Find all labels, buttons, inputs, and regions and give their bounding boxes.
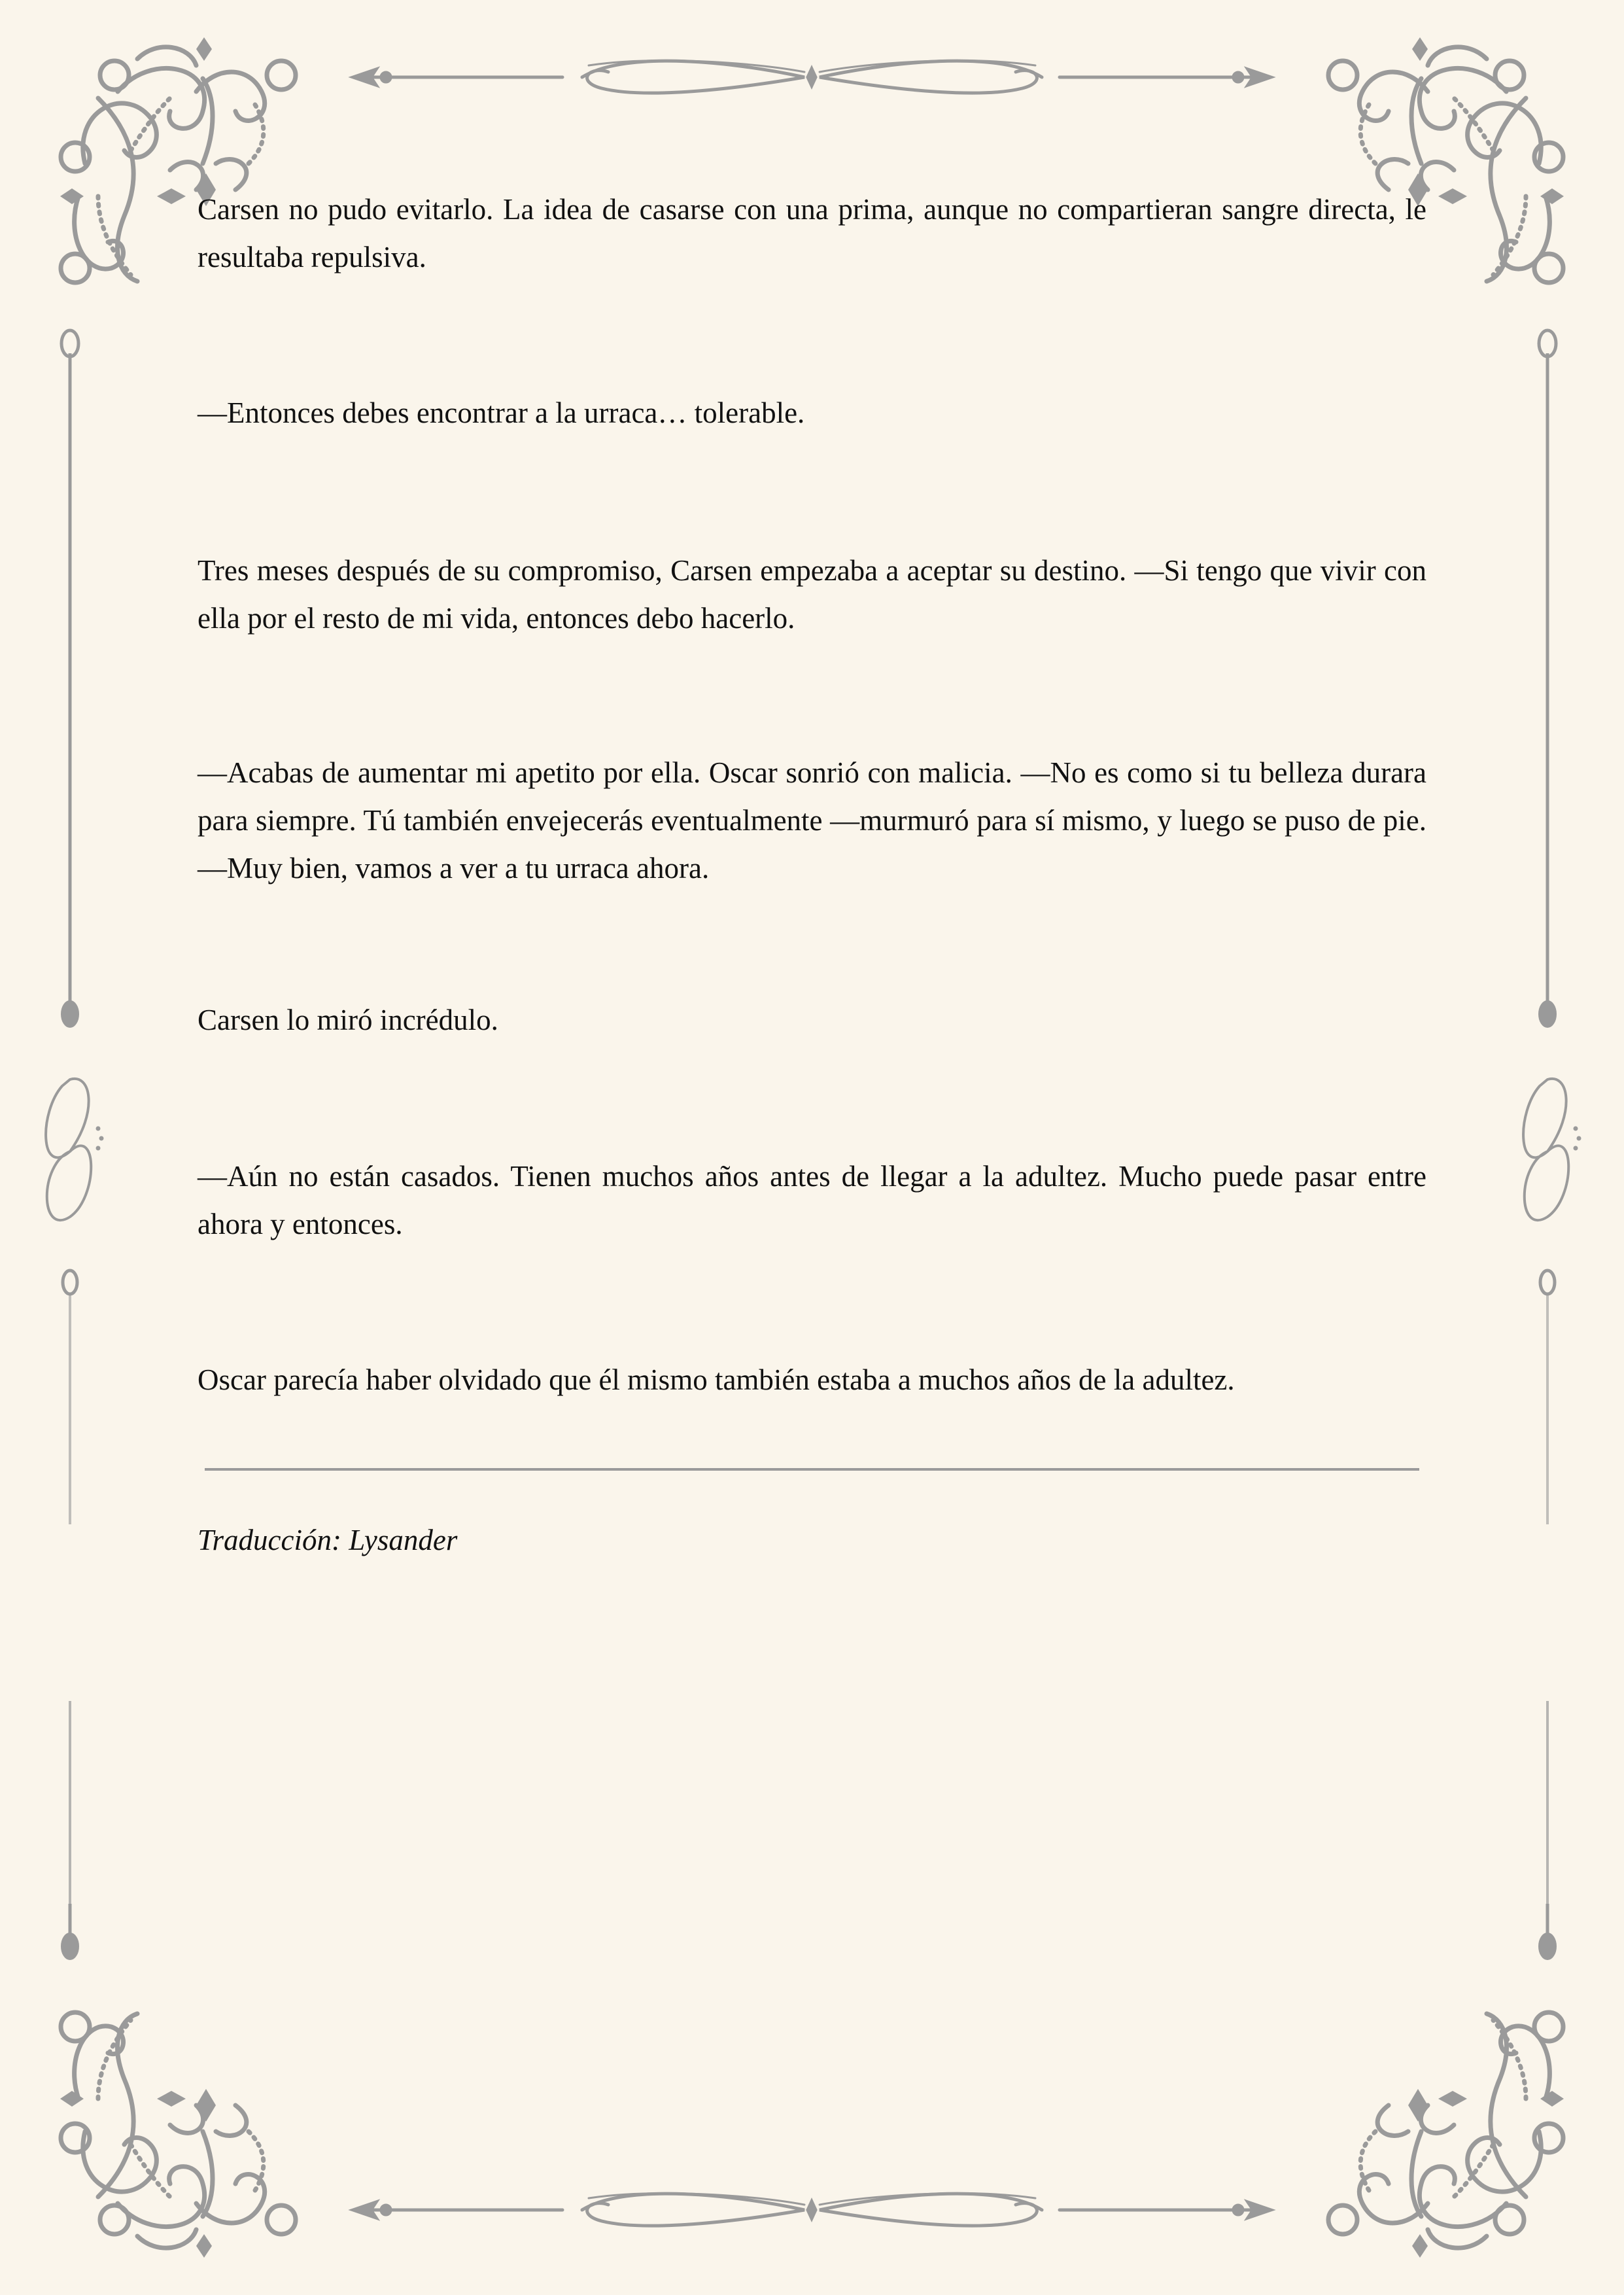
paragraph-2: —Entonces debes encontrar a la urraca… tolerable. (198, 396, 805, 429)
paragraph-5: Carsen lo miró incrédulo. (198, 1004, 498, 1036)
translation-credit: Traducción: Lysander (198, 1524, 458, 1556)
left-side-ornament (46, 330, 103, 1959)
bottom-flourish (353, 2194, 1271, 2226)
paragraph-1: Carsen no pudo evitarlo. La idea de casarse con una prima, aunque no compartieran sangre directa, le resultaba repulsiva. (198, 193, 1426, 273)
paragraph-4: —Acabas de aumentar mi apetito por ella. Oscar sonrió con malicia. —No es como si tu belleza durara para siempre. Tú también envejecerás eventualmente —murmuró para sí mismo, y luego se puso de pie. —Muy bien, vamos a ver a tu urraca ahora. (198, 756, 1426, 885)
paragraph-6: —Aún no están casados. Tienen muchos años antes de llegar a la adultez. Mucho puede pasar entre ahora y entonces. (198, 1160, 1426, 1240)
divider (205, 1468, 1419, 1471)
corner-ornament-bottom-right (1328, 2012, 1564, 2258)
paragraph-3: Tres meses después de su compromiso, Carsen empezaba a aceptar su destino. —Si tengo que vivir con ella por el resto de mi vida, entonces debo hacerlo. (198, 554, 1426, 635)
right-side-ornament (1523, 330, 1581, 1959)
paragraph-7: Oscar parecía haber olvidado que él mismo también estaba a muchos años de la adultez. (198, 1363, 1235, 1396)
corner-ornament-bottom-left (60, 2012, 296, 2258)
top-flourish (353, 61, 1271, 94)
